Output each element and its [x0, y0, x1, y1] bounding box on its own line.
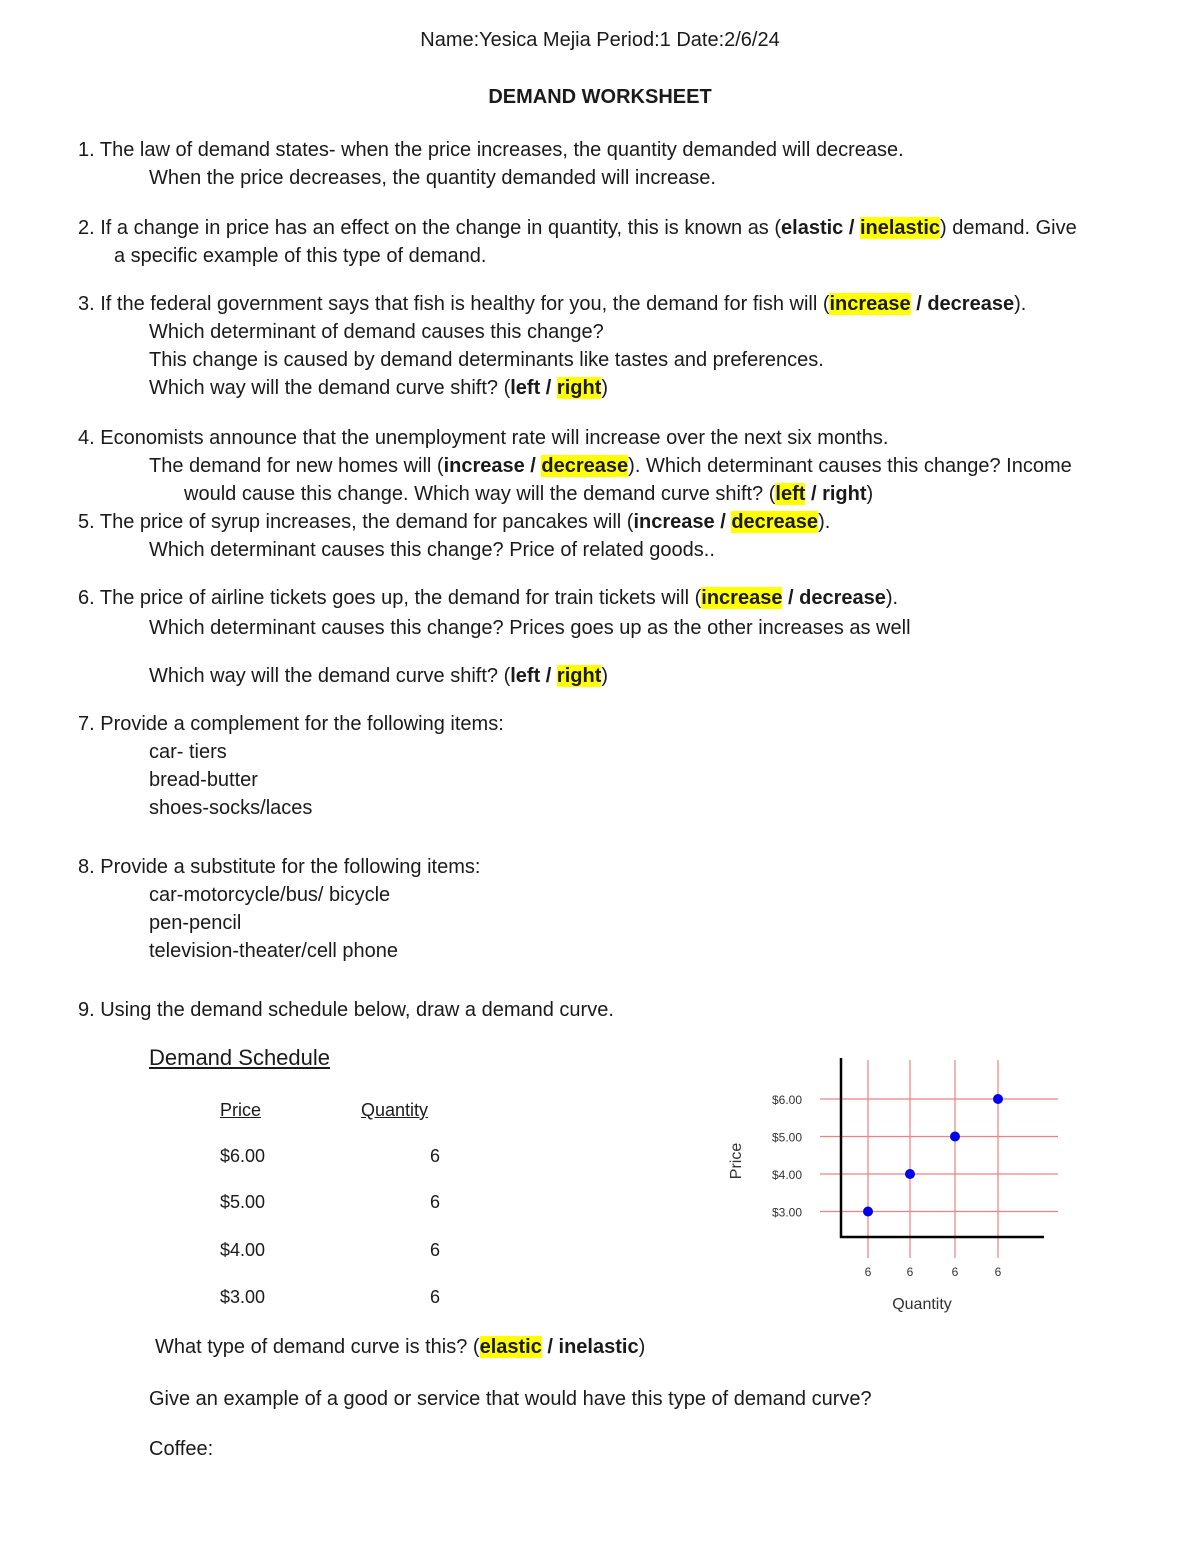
x-tick-label: 6	[906, 1265, 914, 1279]
question-1-line-2: When the price decreases, the quantity demanded will increase.	[149, 167, 716, 189]
complement-item: bread-butter	[149, 769, 258, 791]
q2-option-inelastic: inelastic	[859, 217, 941, 239]
question-4-line-3: would cause this change. Which way will the demand curve shift? (left / right)	[184, 483, 874, 505]
x-axis-label: Quantity	[892, 1296, 952, 1313]
chart-points	[863, 1094, 1003, 1217]
substitute-item: television-theater/cell phone	[149, 940, 399, 962]
schedule-price: $3.00	[220, 1287, 266, 1307]
schedule-price: $5.00	[220, 1192, 266, 1212]
y-tick-label: $3.00	[771, 1205, 802, 1220]
data-point	[905, 1169, 915, 1179]
question-3-line-1: 3. If the federal government says that fish is healthy for you, the demand for fish will (increase / decrease).	[78, 293, 1027, 315]
curve-type-question: What type of demand curve is this? (elastic / inelastic)	[155, 1336, 646, 1358]
question-5-line-1: 5. The price of syrup increases, the demand for pancakes will (increase / decrease).	[78, 511, 831, 533]
demand-schedule-title: Demand Schedule	[149, 1045, 331, 1070]
q3-option-right: right	[556, 377, 602, 399]
q2-option-elastic: elastic	[781, 217, 844, 239]
q3-option-left: left	[510, 377, 541, 399]
student-header: Name:Yesica Mejia Period:1 Date:2/6/24	[420, 29, 780, 51]
y-tick-label: $6.00	[771, 1093, 802, 1107]
q4-option-right: right	[822, 483, 867, 505]
schedule-header-price: Price	[220, 1100, 262, 1120]
question-2-line-1: 2. If a change in price has an effect on the change in quantity, this is known as (elastic / inelastic) demand. Give	[78, 217, 1077, 239]
page-title: DEMAND WORKSHEET	[488, 86, 712, 108]
q6-option-left: left	[510, 665, 541, 687]
substitute-item: pen-pencil	[149, 912, 242, 934]
curve-type-option-elastic: elastic	[479, 1336, 542, 1358]
question-8-line-1: 8. Provide a substitute for the following items:	[78, 856, 481, 878]
q6-option-increase: increase	[701, 587, 783, 609]
question-4-line-1: 4. Economists announce that the unemployment rate will increase over the next six months.	[78, 427, 889, 449]
curve-type-option-inelastic: inelastic	[558, 1336, 639, 1358]
schedule-quantity: 6	[430, 1240, 441, 1260]
q5-option-decrease: decrease	[731, 511, 819, 533]
complement-item: shoes-socks/laces	[149, 797, 313, 819]
schedule-price: $4.00	[220, 1240, 266, 1260]
y-tick-label: $5.00	[771, 1130, 802, 1145]
demand-curve-chart	[700, 1050, 1080, 1320]
schedule-quantity: 6	[430, 1146, 441, 1166]
q6-option-right: right	[556, 665, 602, 687]
question-3-line-4: Which way will the demand curve shift? (left / right)	[149, 377, 609, 399]
question-3-line-3: This change is caused by demand determinants like tastes and preferences.	[149, 349, 824, 371]
substitute-item: car-motorcycle/bus/ bicycle	[149, 884, 391, 906]
y-axis-label: Price	[728, 1142, 745, 1180]
complement-item: car- tiers	[149, 741, 227, 763]
schedule-quantity: 6	[430, 1287, 441, 1307]
example-answer: Coffee:	[149, 1438, 214, 1460]
question-2-line-2: a specific example of this type of demand.	[114, 245, 487, 267]
data-point	[950, 1132, 960, 1142]
x-tick-label: 6	[864, 1265, 872, 1279]
chart-grid	[820, 1060, 1058, 1258]
schedule-price: $6.00	[220, 1146, 266, 1166]
q5-option-increase: increase	[633, 511, 715, 533]
question-6-line-3: Which way will the demand curve shift? (left / right)	[149, 665, 609, 687]
q4-option-left: left	[775, 483, 806, 505]
q3-option-decrease: decrease	[927, 293, 1015, 315]
question-4-line-2: The demand for new homes will (increase / decrease). Which determinant causes this change? Income	[149, 455, 1072, 477]
question-1-line-1: 1. The law of demand states- when the price increases, the quantity demanded will decrease.	[78, 139, 904, 161]
y-tick-label: $4.00	[771, 1168, 802, 1182]
x-tick-label: 6	[951, 1265, 959, 1279]
question-9-line-1: 9. Using the demand schedule below, draw a demand curve.	[78, 999, 614, 1021]
q4-option-increase: increase	[443, 455, 525, 477]
data-point	[863, 1207, 873, 1217]
schedule-quantity: 6	[430, 1192, 441, 1212]
question-6-line-1: 6. The price of airline tickets goes up, the demand for train tickets will (increase / decrease).	[78, 587, 899, 609]
question-3-line-2: Which determinant of demand causes this change?	[149, 321, 604, 343]
question-7-line-1: 7. Provide a complement for the following items:	[78, 713, 504, 735]
schedule-header-quantity: Quantity	[361, 1100, 429, 1120]
data-point	[993, 1094, 1003, 1104]
q4-option-decrease: decrease	[541, 455, 629, 477]
question-5-line-2: Which determinant causes this change? Price of related goods..	[149, 539, 715, 561]
question-6-line-2: Which determinant causes this change? Prices goes up as the other increases as well	[149, 617, 911, 639]
chart-ticks	[772, 1093, 1002, 1279]
q3-option-increase: increase	[829, 293, 911, 315]
example-question: Give an example of a good or service that would have this type of demand curve?	[149, 1388, 872, 1410]
x-tick-label: 6	[994, 1265, 1002, 1279]
q6-option-decrease: decrease	[799, 587, 886, 609]
